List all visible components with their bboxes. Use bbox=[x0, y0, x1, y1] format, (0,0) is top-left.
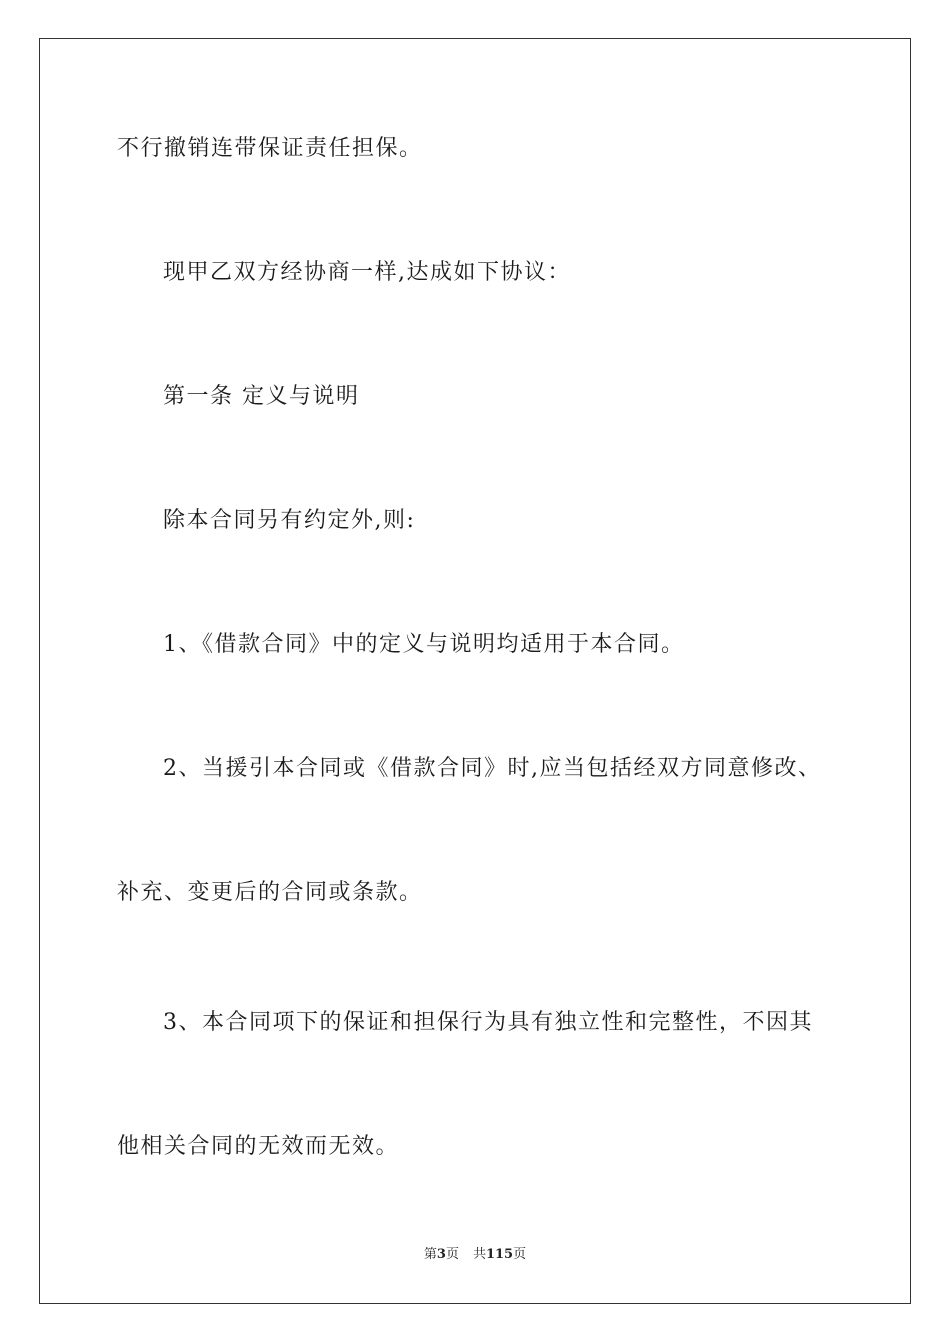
paragraph-line-1: 不行撤销连带保证责任担保。 bbox=[117, 136, 423, 161]
footer-page-prefix: 第 bbox=[423, 1247, 437, 1262]
paragraph-line-4: 除本合同另有约定外,则: bbox=[163, 508, 416, 533]
article-heading: 第一条 定义与说明 bbox=[163, 384, 360, 409]
footer-page-number: 3 bbox=[436, 1247, 446, 1262]
footer-total-pages: 115 bbox=[485, 1247, 514, 1262]
clause-3-line-2: 他相关合同的无效而无效。 bbox=[117, 1134, 400, 1159]
footer-total-prefix: 共 bbox=[472, 1247, 486, 1262]
clause-1: 1、《借款合同》中的定义与说明均适用于本合同。 bbox=[163, 632, 685, 657]
footer-total-suffix: 页 bbox=[513, 1247, 527, 1262]
footer-page-suffix: 页 bbox=[445, 1247, 459, 1262]
clause-2-line-2: 补充、变更后的合同或条款。 bbox=[117, 880, 423, 905]
page-footer bbox=[0, 1246, 950, 1264]
page-border bbox=[39, 38, 911, 1304]
clause-2-line-1: 2、当援引本合同或《借款合同》时,应当包括经双方同意修改、 bbox=[163, 756, 822, 781]
clause-3-line-1: 3、本合同项下的保证和担保行为具有独立性和完整性，不因其 bbox=[163, 1010, 813, 1035]
paragraph-line-2: 现甲乙双方经协商一样,达成如下协议： bbox=[163, 260, 571, 285]
